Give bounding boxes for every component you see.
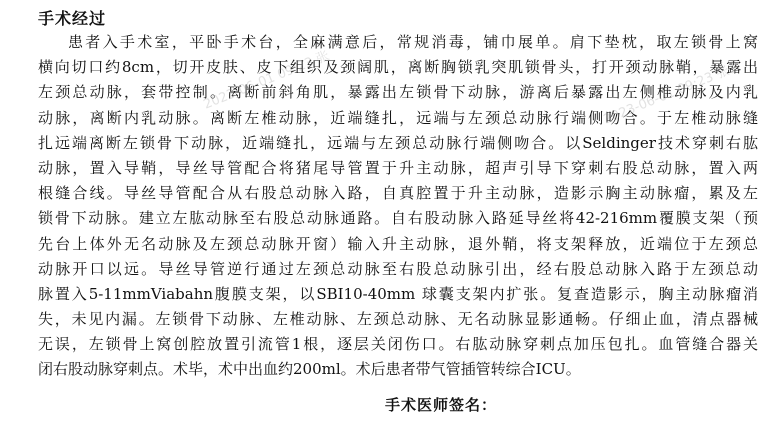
paragraph-line: 患者入手术室，平卧手术台，全麻满意后，常规消毒，铺巾展单。肩下垫枕，取左锁骨上窝 <box>68 33 758 51</box>
paragraph-line: 闭右股动脉穿刺点。术毕，术中出血约200ml。术后患者带气管插管转综合ICU。 <box>38 360 581 379</box>
watermark: 2023-06-01 09:23 张会 <box>601 58 744 128</box>
paragraph-line: 动脉，置入导鞘，导丝导管配合将猪尾导管置于升主动脉，超声引导下穿刺右股总动脉，置入两 <box>38 158 758 177</box>
surgeon-signature-label: 手术医师签名： <box>385 396 498 414</box>
section-title: 手术经过 <box>38 9 107 28</box>
paragraph-line: 横向切口约8cm，切开皮肤、皮下组织及颈阔肌，离断胸锁乳突肌锁骨头，打开颈动脉鞘，暴露出 <box>38 58 758 77</box>
paragraph-line: 根缝合线。导丝导管配合从右股总动脉入路，自真腔置于升主动脉，造影示胸主动脉瘤，累及左 <box>38 184 758 203</box>
paragraph-line: 左颈总动脉，套带控制。离断前斜角肌，暴露出左锁骨下动脉，游离后暴露出左侧椎动脉及内乳 <box>38 83 758 102</box>
paragraph-line: 无误，左锁骨上窝创腔放置引流管1根，逐层关闭伤口。右肱动脉穿刺点加压包扎。血管缝合器关 <box>38 335 758 354</box>
paragraph-line: 动脉开口以远。导丝导管逆行通过左颈总动脉至右股总动脉引出，经右股总动脉入路于左颈总动 <box>38 259 758 278</box>
watermark: 2023-06-01 09:23 张 <box>201 48 332 113</box>
paragraph-line: 先台上体外无名动脉及左颈总动脉开窗）输入升主动脉，退外鞘，将支架释放，近端位于左颈总 <box>38 234 758 253</box>
surgery-procedure-paragraph <box>38 30 758 383</box>
paragraph-line: 锁骨下动脉。建立左肱动脉至右股总动脉通路。自右股动脉入路延导丝将42-216mm覆膜支架（预 <box>38 209 758 228</box>
paragraph-line: 脉置入5-11mmViabahn腹膜支架，以SBI10-40mm 球囊支架内扩张。复查造影示，胸主动脉瘤消 <box>38 284 758 303</box>
paragraph-line: 扎远端离断左锁骨下动脉，近端缝扎，远端与左颈总动脉行端侧吻合。以Seldinger技术穿刺右肱 <box>38 133 758 152</box>
paragraph-line: 动脉，离断内乳动脉。离断左椎动脉，近端缝扎，远端与左颈总动脉行端侧吻合。于左椎动脉缝 <box>38 108 758 127</box>
paragraph-line: 失，未见内漏。左锁骨下动脉、左椎动脉、左颈总动脉、无名动脉显影通畅。仔细止血，清点器械 <box>38 310 758 329</box>
